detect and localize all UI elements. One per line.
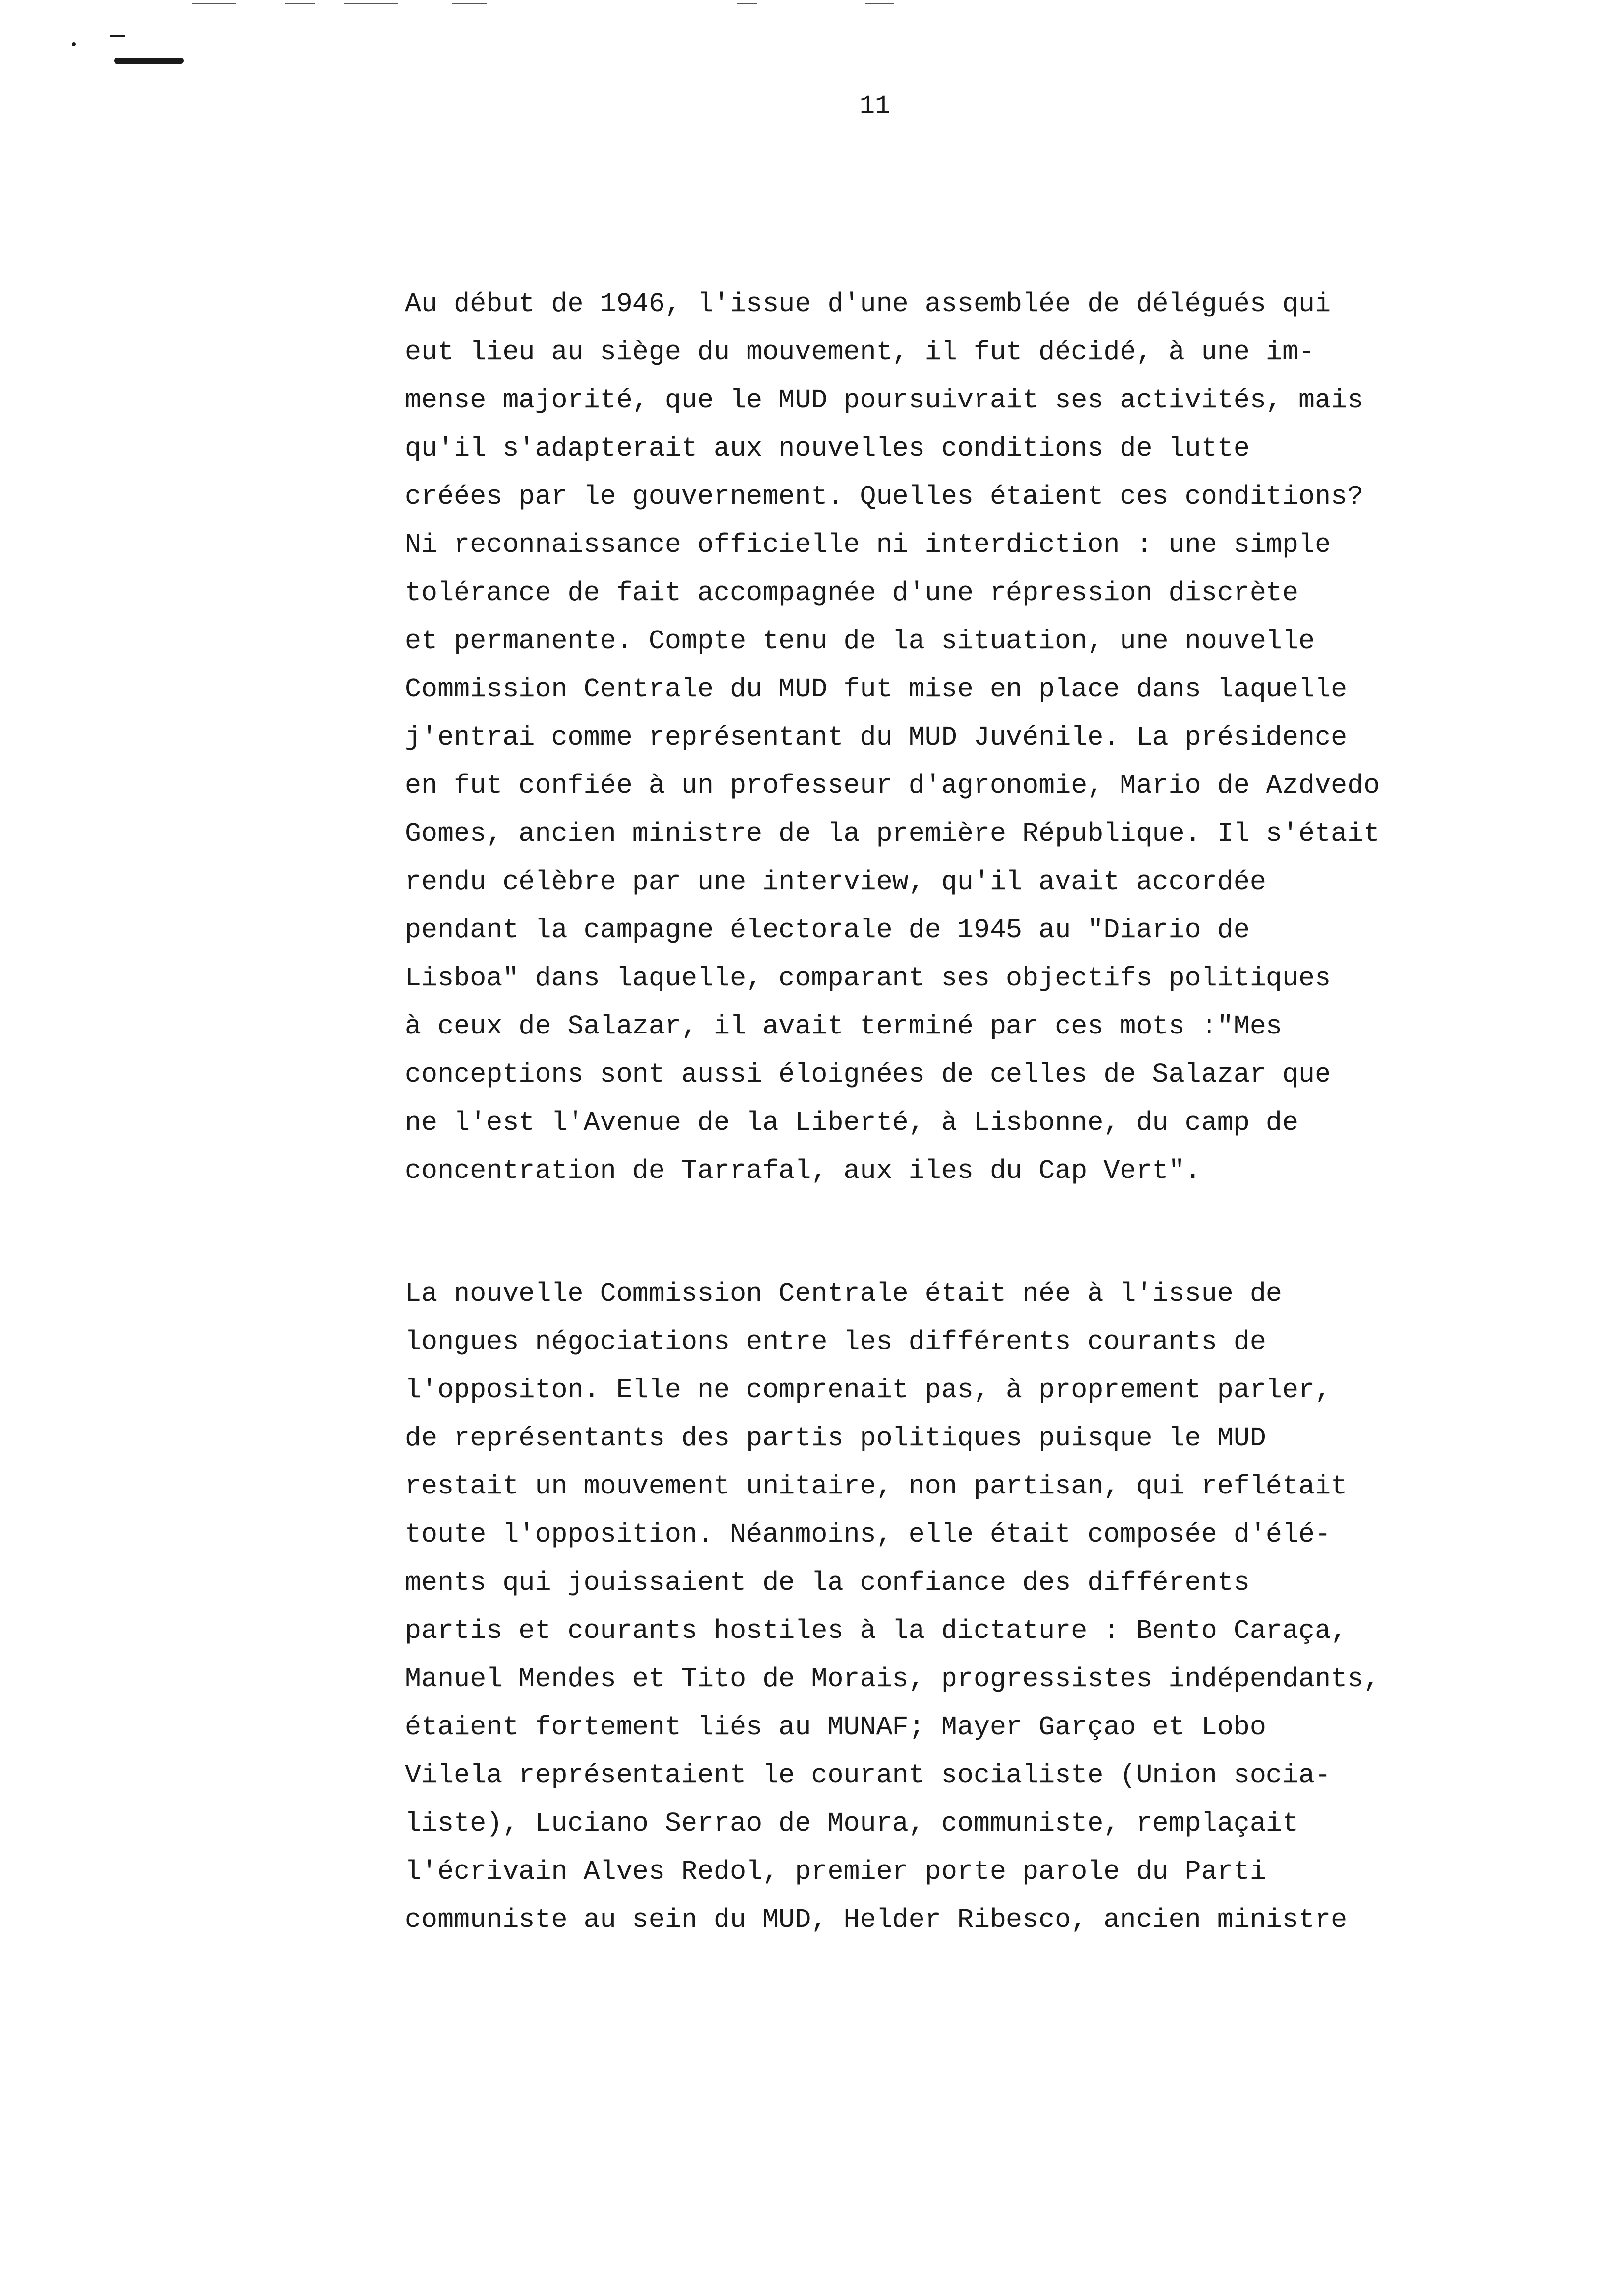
- top-edge-mark: [192, 3, 236, 4]
- text-line: en fut confiée à un professeur d'agronomie, Mario de Azdvedo: [405, 770, 1380, 801]
- text-line: Ni reconnaissance officielle ni interdiction : une simple: [405, 529, 1331, 560]
- text-line: pendant la campagne électorale de 1945 au "Diario de: [405, 915, 1250, 946]
- text-line: liste), Luciano Serrao de Moura, communiste, remplaçait: [405, 1808, 1299, 1839]
- text-line: conceptions sont aussi éloignées de celles de Salazar que: [405, 1059, 1331, 1090]
- text-line: j'entrai comme représentant du MUD Juvénile. La présidence: [405, 722, 1348, 753]
- text-line: ne l'est l'Avenue de la Liberté, à Lisbonne, du camp de: [405, 1107, 1299, 1138]
- text-line: et permanente. Compte tenu de la situation, une nouvelle: [405, 626, 1315, 657]
- top-edge-mark: [865, 3, 894, 4]
- top-edge-mark: [737, 3, 757, 4]
- text-line: Gomes, ancien ministre de la première République. Il s'était: [405, 818, 1380, 849]
- paragraph-1: [405, 280, 1594, 1195]
- text-line: étaient fortement liés au MUNAF; Mayer Garçao et Lobo: [405, 1712, 1266, 1743]
- text-line: Au début de 1946, l'issue d'une assemblée de délégués qui: [405, 288, 1331, 319]
- text-line: La nouvelle Commission Centrale était née à l'issue de: [405, 1278, 1282, 1309]
- text-line: partis et courants hostiles à la dictature : Bento Caraça,: [405, 1615, 1348, 1646]
- text-line: rendu célèbre par une interview, qu'il avait accordée: [405, 866, 1266, 897]
- page-number: 11: [859, 91, 891, 120]
- paragraph-2: [405, 1270, 1594, 1944]
- text-line: créées par le gouvernement. Quelles étaient ces conditions?: [405, 481, 1364, 512]
- text-line: communiste au sein du MUD, Helder Ribesco, ancien ministre: [405, 1904, 1348, 1935]
- text-line: concentration de Tarrafal, aux iles du Cap Vert".: [405, 1155, 1201, 1186]
- text-line: Manuel Mendes et Tito de Morais, progressistes indépendants,: [405, 1664, 1380, 1694]
- text-line: eut lieu au siège du mouvement, il fut décidé, à une im-: [405, 337, 1315, 368]
- top-edge-mark: [452, 3, 487, 4]
- text-line: de représentants des partis politiques puisque le MUD: [405, 1423, 1266, 1454]
- text-line: toute l'opposition. Néanmoins, elle était composée d'élé-: [405, 1519, 1331, 1550]
- text-line: à ceux de Salazar, il avait terminé par ces mots :"Mes: [405, 1011, 1282, 1042]
- scan-scribble-mark: [114, 58, 184, 64]
- scan-speck: [72, 42, 76, 46]
- text-line: restait un mouvement unitaire, non partisan, qui reflétait: [405, 1471, 1348, 1502]
- text-line: Lisboa" dans laquelle, comparant ses objectifs politiques: [405, 963, 1331, 994]
- text-line: l'écrivain Alves Redol, premier porte parole du Parti: [405, 1856, 1266, 1887]
- text-line: Vilela représentaient le courant socialiste (Union socia-: [405, 1760, 1331, 1791]
- text-line: tolérance de fait accompagnée d'une répression discrète: [405, 577, 1299, 608]
- scan-speck: [110, 35, 125, 37]
- top-edge-mark: [285, 3, 315, 4]
- top-edge-mark: [344, 3, 398, 4]
- text-line: mense majorité, que le MUD poursuivrait ses activités, mais: [405, 385, 1364, 416]
- text-line: Commission Centrale du MUD fut mise en place dans laquelle: [405, 674, 1348, 705]
- text-line: qu'il s'adapterait aux nouvelles conditions de lutte: [405, 433, 1250, 464]
- text-line: longues négociations entre les différents courants de: [405, 1326, 1266, 1357]
- text-line: ments qui jouissaient de la confiance des différents: [405, 1567, 1250, 1598]
- text-line: l'oppositon. Elle ne comprenait pas, à proprement parler,: [405, 1375, 1331, 1406]
